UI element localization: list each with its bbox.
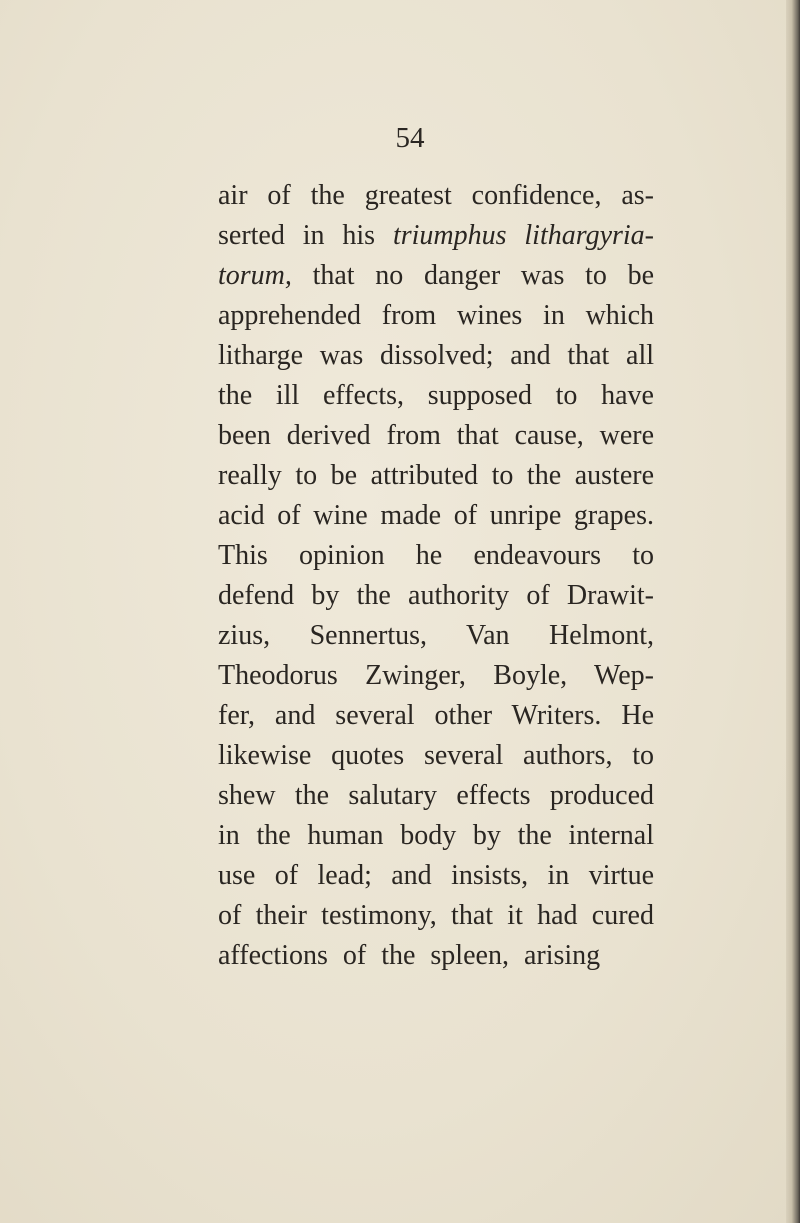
text-line: Theodorus Zwinger, Boyle, Wep- [218,660,654,691]
text-line: of their testimony, that it had cured [218,900,654,931]
text-line: defend by the authority of Drawit- [218,580,654,611]
text-line: apprehended from wines in which [218,300,654,331]
text-line: litharge was dissolved; and that all [218,340,654,371]
text-line: This opinion he endeavours to [218,540,654,571]
italic-term: torum, [218,260,292,291]
text-line: torum, that no danger was to be [218,260,654,291]
text-line: acid of wine made of unripe grapes. [218,500,654,531]
text-line: zius, Sennertus, Van Helmont, [218,620,654,651]
text-line: likewise quotes several authors, to [218,740,654,771]
text-line: serted in his triumphus lithargyria- [218,220,655,251]
italic-term: triumphus lithargyria- [392,220,655,251]
text-line: the ill effects, supposed to have [218,380,654,411]
text-line: in the human body by the internal [218,820,654,851]
text-line: really to be attributed to the austere [218,460,654,491]
body-text [218,176,654,976]
text-line: air of the greatest confidence, as- [218,180,654,211]
page-edge-shadow [786,0,800,1223]
text-line: use of lead; and insists, in virtue [218,860,654,891]
text-line: shew the salutary effects produced [218,780,654,811]
page-number: 54 [395,122,425,154]
text-line: been derived from that cause, were [218,420,654,451]
text-line: fer, and several other Writers. He [218,700,654,731]
text-line: affections of the spleen, arising [218,940,601,971]
